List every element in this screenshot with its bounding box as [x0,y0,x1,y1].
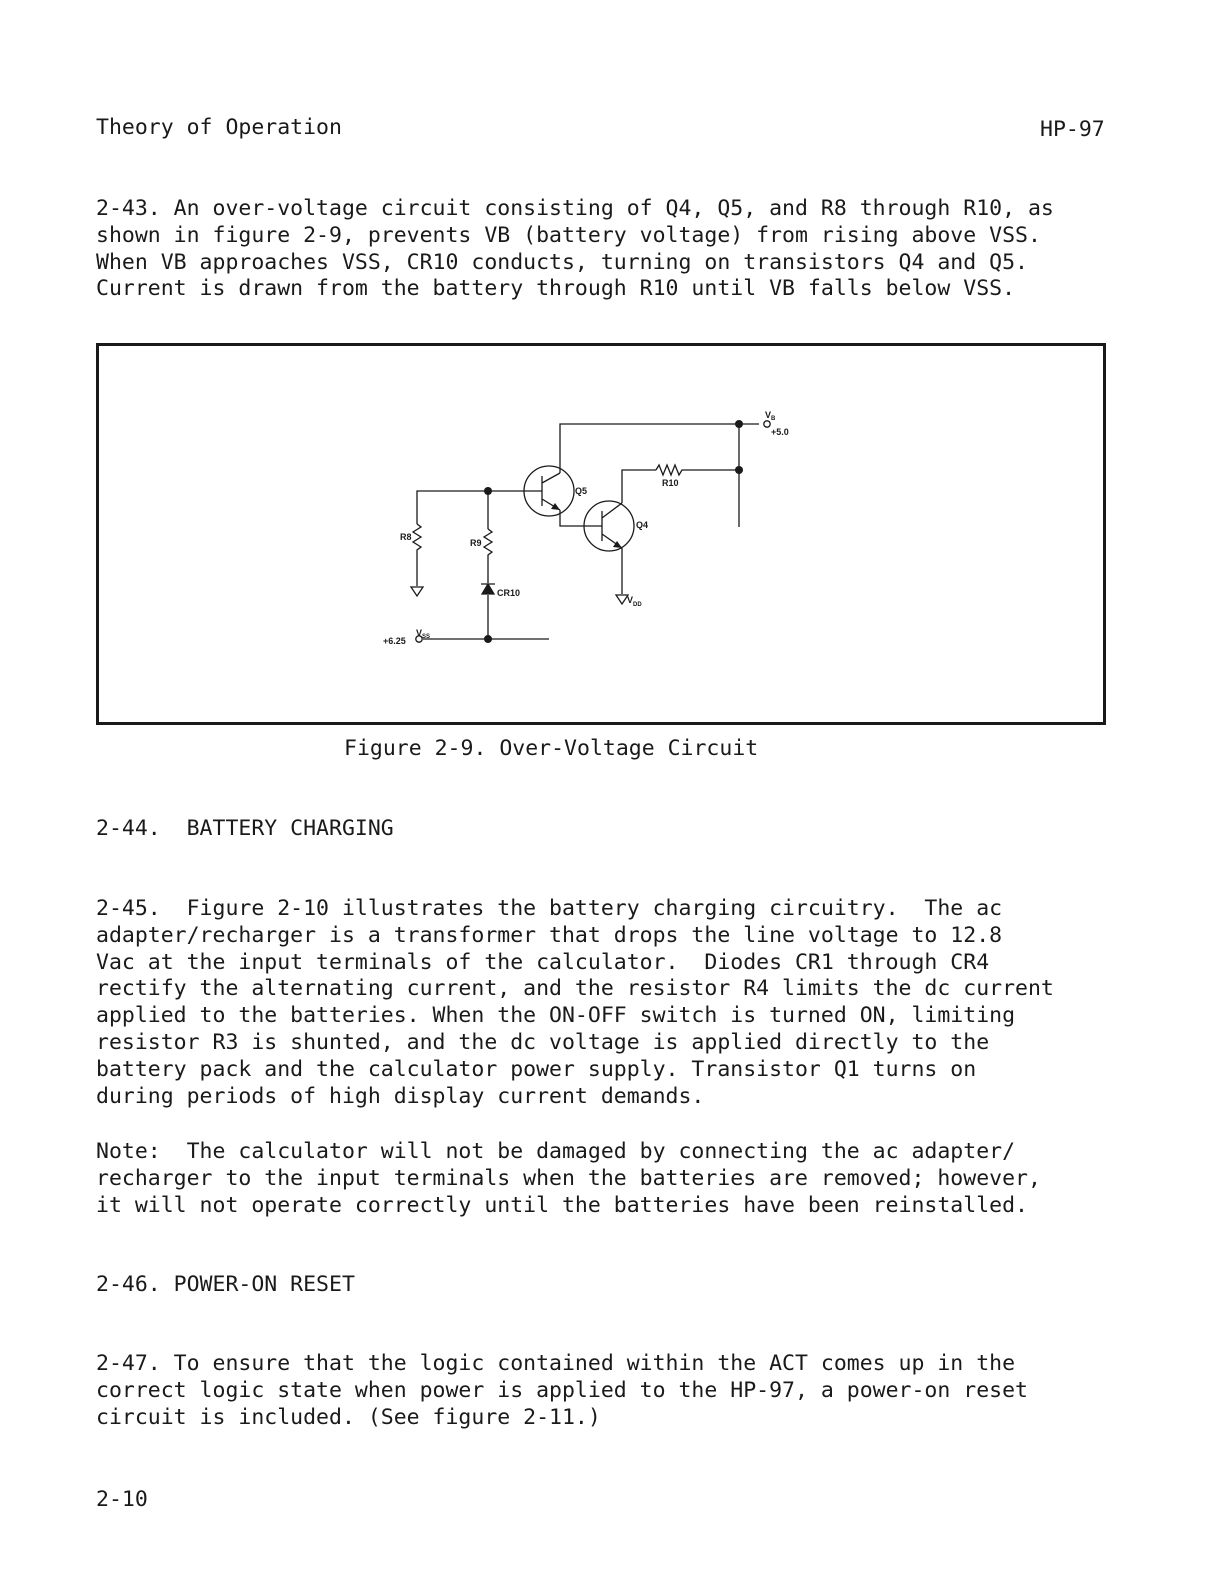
junction-dot [735,420,743,428]
label-q4: Q4 [636,520,649,530]
running-header-model: HP-97 [1040,117,1105,142]
diode-cr10 [481,584,495,594]
resistor-r10 [656,465,739,475]
q5-emitter-arrow [551,503,560,510]
text-line: it will not operate correctly until the batteries have been reinstalled. [96,1192,1028,1218]
text-line: applied to the batteries. When the ON-OFF switch is turned ON, limiting [96,1003,1016,1029]
text-line: correct logic state when power is applied to the HP-97, a power-on reset [96,1377,1028,1403]
label-vb-value: +5.0 [771,427,789,437]
label-vdd-sub: DD [633,602,642,608]
label-q5: Q5 [575,486,588,496]
figure-frame [96,343,1106,725]
label-vss-value: +6.25 [383,636,406,646]
junction-dot [735,466,743,474]
junction-dot [484,635,492,643]
section-heading-battery-charging: 2-44. BATTERY CHARGING [96,816,394,841]
running-header-section: Theory of Operation [96,115,342,140]
text-line: during periods of high display current demands. [96,1083,705,1109]
text-line: 2-45. Figure 2-10 illustrates the battery charging circuitry. The ac [96,896,1003,921]
text-line: Current is drawn from the battery through R10 until VB falls below VSS. [96,276,1016,302]
over-voltage-circuit-schematic [99,346,1103,722]
wire-r10-branch [622,470,656,503]
text-line: recharger to the input terminals when the batteries are removed; however, [96,1165,1041,1191]
note-paragraph [96,1139,1041,1219]
label-vss: V [416,628,423,638]
text-line: Note: The calculator will not be damaged by connecting the ac adapter/ [96,1139,1016,1164]
label-cr10: CR10 [497,588,521,598]
paragraph-2-47 [96,1351,1028,1431]
label-r8: R8 [400,532,412,542]
resistor-r9 [484,529,492,583]
r8-ground-symbol [411,587,423,596]
page-number: 2-10 [96,1487,148,1512]
section-heading-power-on-reset: 2-46. POWER-ON RESET [96,1272,355,1297]
text-line: circuit is included. (See figure 2-11.) [96,1404,601,1430]
text-line: adapter/recharger is a transformer that drops the line voltage to 12.8 [96,922,1003,948]
paragraph-2-43 [96,196,1054,303]
text-line: 2-43. An over-voltage circuit consisting of Q4, Q5, and R8 through R10, as [96,196,1054,221]
text-line: resistor R3 is shunted, and the dc voltage is applied directly to the [96,1029,990,1055]
text-line: Vac at the input terminals of the calculator. Diodes CR1 through CR4 [96,949,990,975]
label-vss-sub: SS [422,634,431,640]
text-line: When VB approaches VSS, CR10 conducts, turning on transistors Q4 and Q5. [96,249,1028,275]
junction-dot [484,487,492,495]
figure-caption: Figure 2-9. Over-Voltage Circuit [344,736,759,761]
text-line: 2-47. To ensure that the logic contained within the ACT comes up in the [96,1351,1016,1376]
vb-terminal [764,421,770,427]
label-vb: V [765,410,772,420]
text-line: rectify the alternating current, and the resistor R4 limits the dc current [96,976,1054,1002]
label-r10: R10 [662,478,679,488]
text-line: shown in figure 2-9, prevents VB (battery voltage) from rising above VSS. [96,222,1041,248]
text-line: battery pack and the calculator power supply. Transistor Q1 turns on [96,1056,977,1082]
wire-r8-branch [417,491,488,524]
wire-q5-q4 [560,510,584,526]
label-vdd: V [627,595,634,605]
label-r9: R9 [470,538,482,548]
label-vb-sub: B [771,416,776,422]
resistor-r8 [413,524,421,586]
paragraph-2-45 [96,896,1054,1110]
